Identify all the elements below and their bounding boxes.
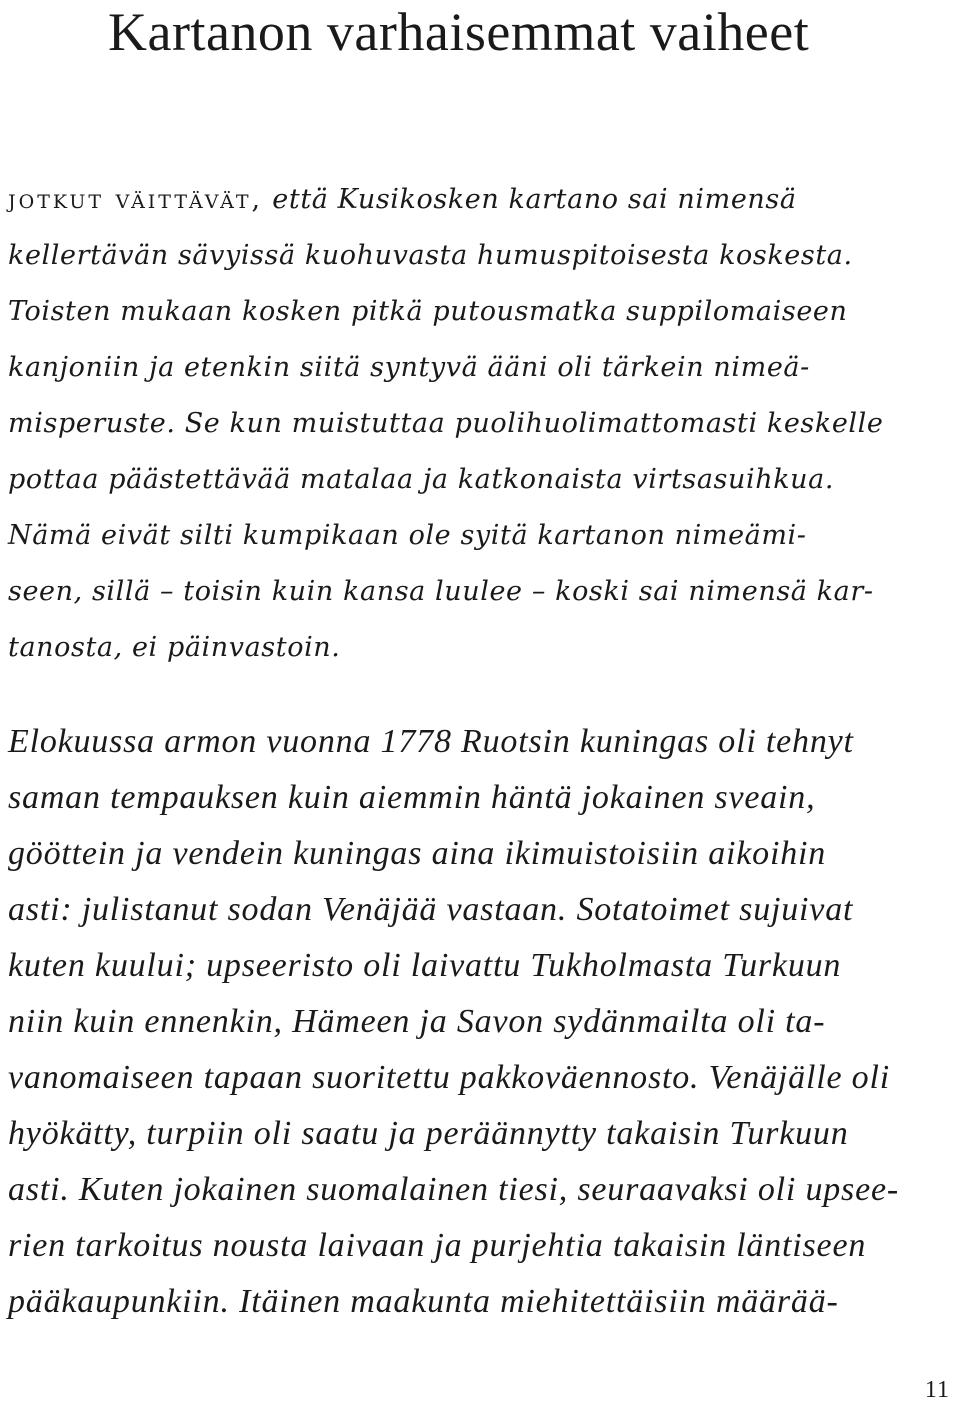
text-line: niin kuin ennenkin, Hämeen ja Savon sydänmailta oli ta- [8, 1003, 826, 1040]
text-line: hyökätty, turpiin oli saatu ja peräännytty takaisin Turkuun [8, 1115, 849, 1152]
text-line: pottaa päästettävää matalaa ja katkonaista virtsasuihkua. [8, 464, 835, 495]
text-line: saman tempauksen kuin aiemmin häntä jokainen sveain, [8, 779, 816, 816]
text-line: kellertävän sävyissä kuohuvasta humuspitoisesta koskesta. [8, 240, 853, 271]
text-line: pääkaupunkiin. Itäinen maakunta miehitettäisiin määrää- [8, 1283, 839, 1320]
text-line: seen, sillä – toisin kuin kansa luulee – koski sai nimensä kar- [8, 576, 874, 607]
text-line: rien tarkoitus nousta laivaan ja purjehtia takaisin läntiseen [8, 1227, 867, 1264]
text-line: kanjoniin ja etenkin siitä syntyvä ääni oli tärkein nimeä- [8, 352, 810, 383]
paragraph-1778 [8, 714, 952, 1330]
text-line: Elokuussa armon vuonna 1778 Ruotsin kuningas oli tehnyt [8, 723, 854, 760]
text-line: misperuste. Se kun muistuttaa puolihuolimattomasti keskelle [8, 408, 884, 439]
page-title: Kartanon varhaisemmat vaiheet [108, 2, 810, 62]
text-line: kuten kuului; upseeristo oli laivattu Tukholmasta Turkuun [8, 947, 842, 984]
text-line: vanomaiseen tapaan suoritettu pakkoväennosto. Venäjälle oli [8, 1059, 890, 1096]
paragraph-intro [8, 172, 952, 676]
page-number: 11 [924, 1377, 950, 1403]
text-line: gööttein ja vendein kuningas aina ikimuistoisiin aikoihin [8, 835, 827, 872]
text-line: asti: julistanut sodan Venäjää vastaan. Sotatoimet sujuivat [8, 891, 854, 928]
text-line: tanosta, ei päinvastoin. [8, 632, 341, 663]
text-line [8, 172, 952, 228]
text-line: asti. Kuten jokainen suomalainen tiesi, seuraavaksi oli upsee- [8, 1171, 899, 1208]
text-line: Toisten mukaan kosken pitkä putousmatka suppilomaiseen [8, 296, 848, 327]
lead-in-small-caps: jotkut väittävät, [8, 184, 264, 215]
text-line-content: että Kusikosken kartano sai nimensä [263, 184, 797, 215]
text-line: Nämä eivät silti kumpikaan ole syitä kartanon nimeämi- [8, 520, 807, 551]
